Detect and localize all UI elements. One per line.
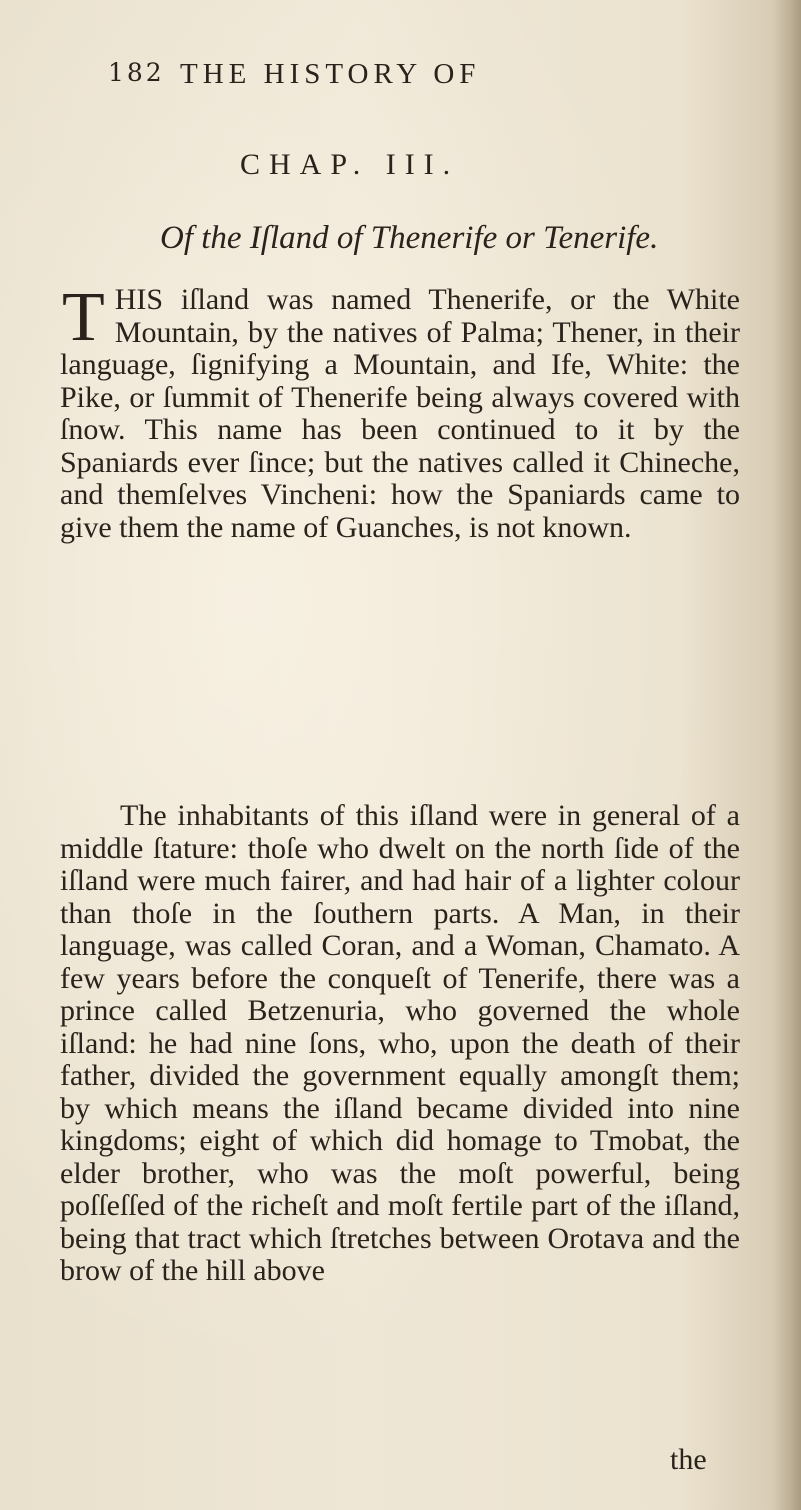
page-number: 182 [108, 58, 165, 87]
paragraph-1 [60, 279, 740, 544]
catchword: the [670, 1443, 707, 1476]
running-head [108, 58, 668, 98]
paragraph-1-text: HIS iſland was named Thenerife, or the White Mountain, by the natives of Palma; Thener, in their language, ſignifying a Mountain, and Ife, White: the Pike, or ſummit of Thenerife being always covered with ſnow. This name has been continued to it by the Spaniards ever ſince; but the natives called it Chineche, and themſelves Vincheni: how the Spaniards came to give them the name of Guanches, is not known. [60, 283, 740, 544]
chapter-subtitle: Of the Iſland of Thenerife or Tenerife. [160, 220, 659, 256]
chapter-heading: CHAP. III. [240, 148, 460, 181]
page-edge [773, 0, 801, 1510]
running-title: THE HISTORY OF [180, 58, 481, 90]
drop-cap: T [62, 279, 105, 356]
paragraph-2: The inhabitants of this iſland were in general of a middle ſtature: thoſe who dwelt on the north ſide of the iſland were much fairer, and had hair of a lighter colour than thoſe in the ſouthern parts. A Man, in their language, was called Coran, and a Woman, Chamato. A few years before the conqueſt of Tenerife, there was a prince called Betzenuria, who governed the whole iſland: he had nine ſons, who, upon the death of their father, divided the government equally amongſt them; by which means the iſland became divided into nine kingdoms; eight of which did homage to Tmobat, the elder brother, who was the moſt powerful, being poſſeſſed of the richeſt and moſt fertile part of the iſland, being that tract which ſtretches between Orotava and the brow of the hill above [60, 799, 740, 1287]
